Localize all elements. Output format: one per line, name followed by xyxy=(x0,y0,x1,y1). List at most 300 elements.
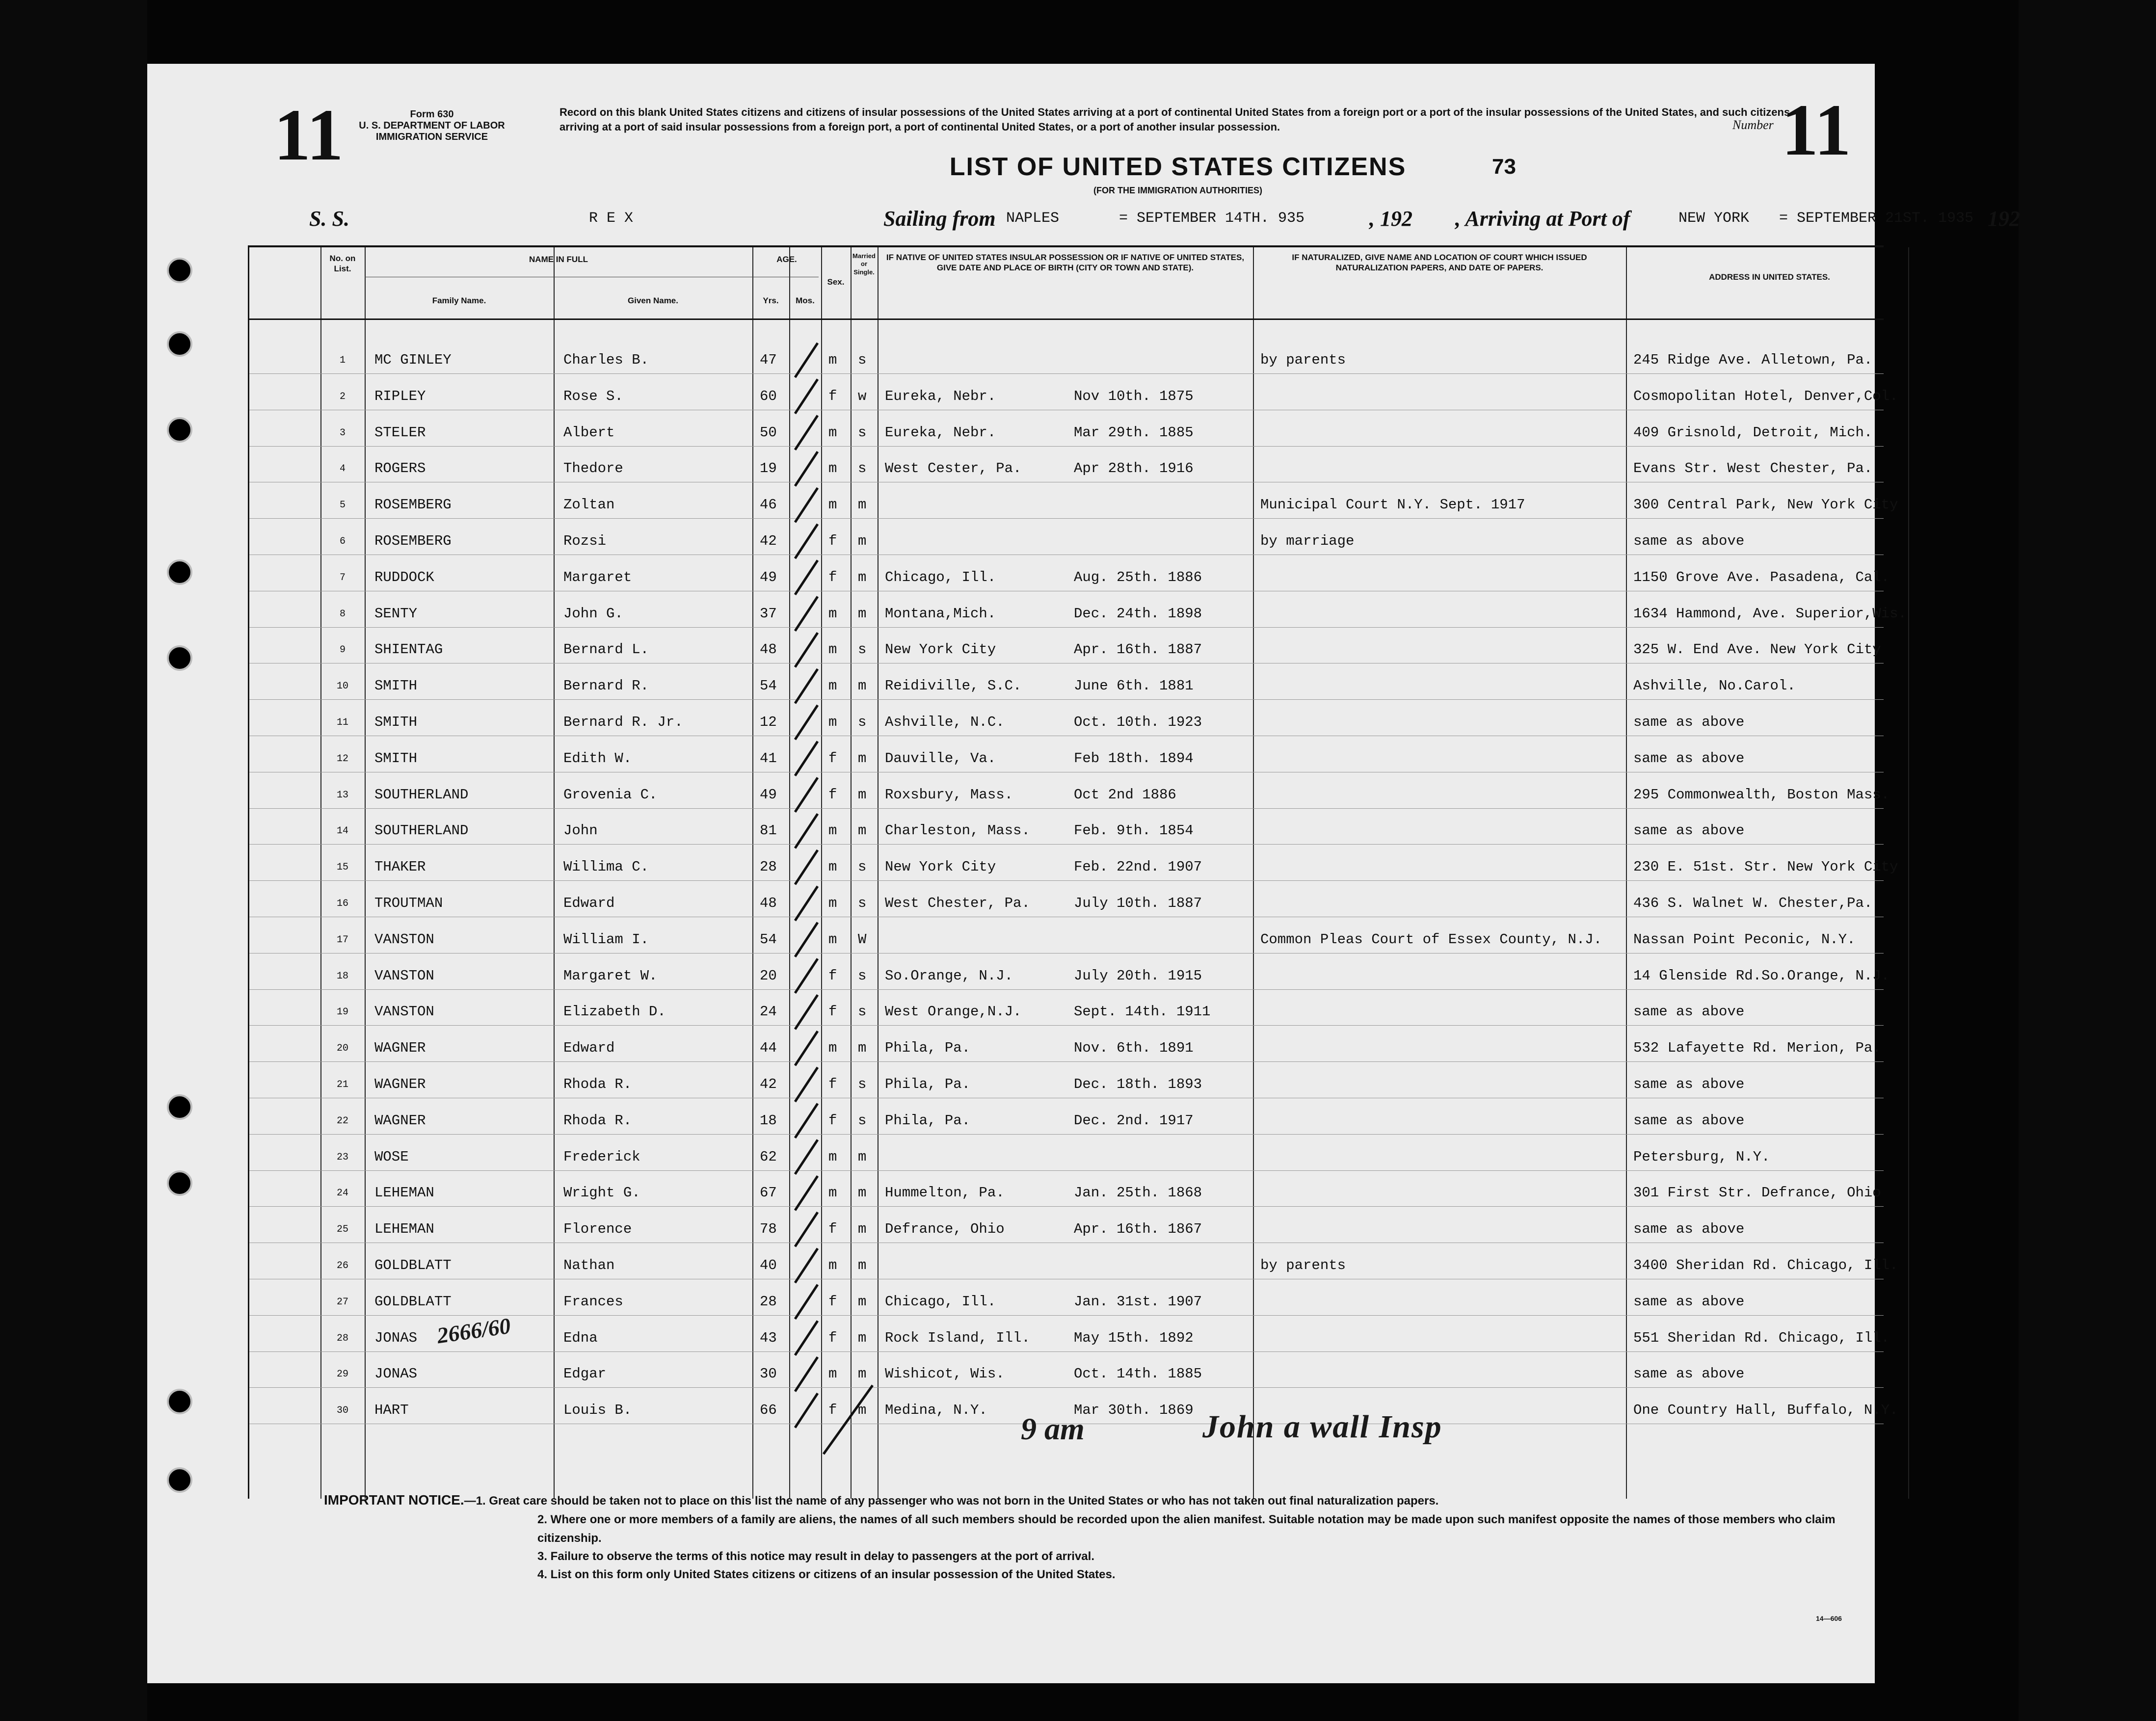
birth-place: Ashville, N.C. xyxy=(885,714,1005,730)
row-number: 13 xyxy=(336,789,348,801)
age-years: 43 xyxy=(760,1329,777,1346)
family-name: MC GINLEY xyxy=(374,352,452,368)
col-birth: IF NATIVE OF UNITED STATES INSULAR POSSESSION OR IF NATIVE OF UNITED STATES, GIVE DATE AND PLACE OF BIRTH (CITY OR TOWN AND STATE). xyxy=(886,253,1245,273)
birth-date: Aug. 25th. 1886 xyxy=(1074,569,1202,585)
col-name: NAME IN FULL xyxy=(529,255,588,264)
sex: m xyxy=(828,931,837,948)
age-years: 54 xyxy=(760,678,777,694)
notice-item-3: 3. Failure to observe the terms of this notice may result in delay to passengers at the port of arrival. xyxy=(537,1549,1094,1563)
birth-place: Medina, N.Y. xyxy=(885,1402,987,1419)
tick-mark xyxy=(795,1285,818,1319)
sex: f xyxy=(828,750,837,767)
marital-status: s xyxy=(858,967,867,984)
birth-date: Feb. 9th. 1854 xyxy=(1074,822,1194,839)
sex: f xyxy=(828,1293,837,1310)
given-name: Grovenia C. xyxy=(563,786,658,803)
age-years: 78 xyxy=(760,1221,777,1238)
birth-place: Roxsbury, Mass. xyxy=(885,786,1013,803)
tick-mark xyxy=(795,1031,818,1065)
family-name: ROGERS xyxy=(374,460,426,477)
row-number: 7 xyxy=(339,572,346,583)
given-name: John G. xyxy=(563,605,623,622)
family-name: WAGNER xyxy=(374,1112,426,1129)
row-number: 21 xyxy=(336,1079,348,1090)
binder-hole xyxy=(167,331,192,357)
sex: m xyxy=(828,1257,837,1273)
binder-hole xyxy=(167,645,192,671)
family-name: WAGNER xyxy=(374,1076,426,1092)
birth-date: Dec. 24th. 1898 xyxy=(1074,605,1202,622)
birth-date: Mar 29th. 1885 xyxy=(1074,424,1194,441)
binder-hole xyxy=(167,258,192,283)
family-name: LEHEMAN xyxy=(374,1221,434,1238)
family-name: TROUTMAN xyxy=(374,895,443,911)
sex: m xyxy=(828,497,837,513)
us-address: same as above xyxy=(1633,1221,1745,1238)
given-name: Edna xyxy=(563,1329,598,1346)
sailing-label: Sailing from xyxy=(883,207,996,231)
col-naturalized: IF NATURALIZED, GIVE NAME AND LOCATION OF COURT WHICH ISSUED NATURALIZATION PAPERS, AND DATE OF PAPERS. xyxy=(1292,253,1587,273)
marital-status: m xyxy=(858,1148,867,1165)
birth-date: Nov. 6th. 1891 xyxy=(1074,1040,1194,1057)
tick-mark xyxy=(795,1212,818,1246)
marital-status: m xyxy=(858,1185,867,1201)
form-corner-number: 11 xyxy=(274,94,344,176)
birth-place: Chicago, Ill. xyxy=(885,1293,996,1310)
marital-status: s xyxy=(858,352,867,368)
family-name: WAGNER xyxy=(374,1040,426,1057)
family-name: RIPLEY xyxy=(374,388,426,404)
tick-mark xyxy=(795,1393,818,1428)
tick-mark xyxy=(795,1140,818,1174)
family-name: HART xyxy=(374,1402,409,1419)
us-address: Petersburg, N.Y. xyxy=(1633,1148,1770,1165)
sex: m xyxy=(828,424,837,441)
given-name: Bernard R. xyxy=(563,678,649,694)
birth-place: Montana,Mich. xyxy=(885,605,996,622)
age-years: 42 xyxy=(760,533,777,549)
us-address: Evans Str. West Chester, Pa. xyxy=(1633,460,1873,477)
birth-place: Reidiville, S.C. xyxy=(885,678,1022,694)
marital-status: s xyxy=(858,714,867,730)
age-years: 30 xyxy=(760,1366,777,1382)
us-address: 245 Ridge Ave. Alletown, Pa. xyxy=(1633,352,1873,368)
tick-mark xyxy=(795,923,818,957)
birth-place: New York City xyxy=(885,859,996,875)
birth-place: Eureka, Nebr. xyxy=(885,424,996,441)
us-address: 1634 Hammond, Ave. Superior,Wis. xyxy=(1633,605,1907,622)
row-number: 2 xyxy=(339,391,346,402)
sex: f xyxy=(828,388,837,404)
row-number: 11 xyxy=(336,717,348,728)
row-number: 30 xyxy=(336,1405,348,1417)
us-address: same as above xyxy=(1633,750,1745,767)
sex: f xyxy=(828,1221,837,1238)
row-number: 6 xyxy=(339,536,346,547)
sex: m xyxy=(828,352,837,368)
tick-mark xyxy=(795,1067,818,1102)
birth-place: Phila, Pa. xyxy=(885,1040,971,1057)
marital-status: s xyxy=(858,641,867,658)
row-number: 1 xyxy=(339,355,346,366)
row-number: 19 xyxy=(336,1006,348,1018)
given-name: Nathan xyxy=(563,1257,615,1273)
us-address: same as above xyxy=(1633,1366,1745,1382)
naturalization-court: by parents xyxy=(1260,352,1346,368)
age-years: 49 xyxy=(760,786,777,803)
birth-date: Jan. 25th. 1868 xyxy=(1074,1185,1202,1201)
age-years: 47 xyxy=(760,352,777,368)
scan-left-edge xyxy=(0,0,147,1721)
birth-date: Oct. 10th. 1923 xyxy=(1074,714,1202,730)
given-name: Rhoda R. xyxy=(563,1112,632,1129)
age-tick-marks xyxy=(249,247,1884,1499)
row-number: 27 xyxy=(336,1296,348,1308)
marital-status: m xyxy=(858,822,867,839)
given-name: Albert xyxy=(563,424,615,441)
age-years: 37 xyxy=(760,605,777,622)
age-years: 28 xyxy=(760,1293,777,1310)
col-mos: Mos. xyxy=(796,296,815,305)
us-address: Nassan Point Peconic, N.Y. xyxy=(1633,931,1856,948)
binder-hole xyxy=(167,417,192,443)
tick-mark xyxy=(795,778,818,812)
us-address: 295 Commonwealth, Boston Mass. xyxy=(1633,786,1890,803)
passenger-table xyxy=(248,245,1907,1499)
birth-date: Feb. 22nd. 1907 xyxy=(1074,859,1202,875)
marital-status: m xyxy=(858,1329,867,1346)
age-years: 20 xyxy=(760,967,777,984)
age-years: 81 xyxy=(760,822,777,839)
form-id-block xyxy=(358,109,506,143)
family-name: VANSTON xyxy=(374,967,434,984)
age-years: 40 xyxy=(760,1257,777,1273)
row-number: 3 xyxy=(339,427,346,439)
birth-place: West Cester, Pa. xyxy=(885,460,1022,477)
tick-mark xyxy=(795,669,818,703)
family-name: VANSTON xyxy=(374,931,434,948)
form-number: Form 630 xyxy=(410,109,454,120)
marital-status: m xyxy=(858,1221,867,1238)
col-no: No. on List. xyxy=(329,254,356,274)
row-number: 23 xyxy=(336,1151,348,1163)
birth-date: May 15th. 1892 xyxy=(1074,1329,1194,1346)
birth-date: Apr. 16th. 1867 xyxy=(1074,1221,1202,1238)
given-name: Zoltan xyxy=(563,497,615,513)
closing-tick-mark xyxy=(824,1385,873,1454)
sex: f xyxy=(828,1329,837,1346)
sex: f xyxy=(828,786,837,803)
tick-mark xyxy=(795,995,818,1029)
row-number: 26 xyxy=(336,1260,348,1271)
birth-date: Sept. 14th. 1911 xyxy=(1074,1004,1211,1020)
tick-mark xyxy=(795,1176,818,1210)
sex: m xyxy=(828,1040,837,1057)
birth-date: June 6th. 1881 xyxy=(1074,678,1194,694)
marital-status: m xyxy=(858,786,867,803)
given-name: Bernard L. xyxy=(563,641,649,658)
age-years: 24 xyxy=(760,1004,777,1020)
us-address: 532 Lafayette Rd. Merion, Pa. xyxy=(1633,1040,1881,1057)
birth-date: Jan. 31st. 1907 xyxy=(1074,1293,1202,1310)
given-name: Wright G. xyxy=(563,1185,640,1201)
row-number: 15 xyxy=(336,862,348,874)
year-suffix: 192 xyxy=(1988,207,2020,231)
binder-hole xyxy=(167,559,192,585)
birth-place: Chicago, Ill. xyxy=(885,569,996,585)
family-name: GOLDBLATT xyxy=(374,1293,452,1310)
age-years: 50 xyxy=(760,424,777,441)
us-address: 551 Sheridan Rd. Chicago, Ill. xyxy=(1633,1329,1890,1346)
us-address: same as above xyxy=(1633,1293,1745,1310)
row-number: 14 xyxy=(336,825,348,837)
family-name: LEHEMAN xyxy=(374,1185,434,1201)
us-address: 300 Central Park, New York City xyxy=(1633,497,1898,513)
tick-mark xyxy=(795,379,818,414)
given-name: Rose S. xyxy=(563,388,623,404)
arrival-date: = SEPTEMBER 21ST. 1935 xyxy=(1779,210,1974,227)
sex: f xyxy=(828,533,837,549)
age-years: 18 xyxy=(760,1112,777,1129)
binder-hole xyxy=(167,1170,192,1196)
marital-status: s xyxy=(858,1112,867,1129)
col-address: ADDRESS IN UNITED STATES. xyxy=(1709,272,1830,282)
age-years: 19 xyxy=(760,460,777,477)
age-years: 67 xyxy=(760,1185,777,1201)
tick-mark xyxy=(795,524,818,558)
birth-date: July 10th. 1887 xyxy=(1074,895,1202,911)
sex: m xyxy=(828,859,837,875)
family-name: WOSE xyxy=(374,1148,409,1165)
sex: m xyxy=(828,678,837,694)
marital-status: m xyxy=(858,497,867,513)
marital-status: m xyxy=(858,1402,867,1419)
tick-mark xyxy=(795,886,818,921)
family-name: ROSEMBERG xyxy=(374,533,452,549)
given-name: Thedore xyxy=(563,460,623,477)
sex: f xyxy=(828,1076,837,1092)
marital-status: m xyxy=(858,1293,867,1310)
col-sex: Sex. xyxy=(827,277,845,287)
row-number: 16 xyxy=(336,898,348,909)
row-number: 18 xyxy=(336,970,348,982)
birth-place: Phila, Pa. xyxy=(885,1076,971,1092)
tick-mark xyxy=(795,1248,818,1283)
us-address: same as above xyxy=(1633,1004,1745,1020)
family-name: STELER xyxy=(374,424,426,441)
given-name: Edgar xyxy=(563,1366,607,1382)
us-address: 301 First Str. Defrance, Ohio xyxy=(1633,1185,1881,1201)
age-years: 46 xyxy=(760,497,777,513)
age-years: 48 xyxy=(760,641,777,658)
tick-mark xyxy=(795,705,818,740)
birth-place: Charleston, Mass. xyxy=(885,822,1030,839)
tick-mark xyxy=(795,1321,818,1355)
tick-mark xyxy=(795,1357,818,1391)
sex: m xyxy=(828,1148,837,1165)
birth-date: July 20th. 1915 xyxy=(1074,967,1202,984)
us-address: 325 W. End Ave. New York City xyxy=(1633,641,1881,658)
age-years: 44 xyxy=(760,1040,777,1057)
marital-status: s xyxy=(858,424,867,441)
us-address: 436 S. Walnet W. Chester,Pa. xyxy=(1633,895,1873,911)
binder-hole xyxy=(167,1467,192,1493)
row-number: 4 xyxy=(339,463,346,475)
tick-mark xyxy=(795,488,818,522)
birth-place: Phila, Pa. xyxy=(885,1112,971,1129)
tick-mark xyxy=(795,959,818,993)
age-years: 54 xyxy=(760,931,777,948)
age-years: 62 xyxy=(760,1148,777,1165)
given-name: Willima C. xyxy=(563,859,649,875)
birth-date: Dec. 18th. 1893 xyxy=(1074,1076,1202,1092)
family-name: SMITH xyxy=(374,678,418,694)
handwritten-file-number: 2666/60 xyxy=(435,1313,512,1349)
birth-place: New York City xyxy=(885,641,996,658)
sex: f xyxy=(828,569,837,585)
family-name: RUDDOCK xyxy=(374,569,434,585)
row-number: 8 xyxy=(339,608,346,620)
row-number: 17 xyxy=(336,934,348,946)
us-address: Ashville, No.Carol. xyxy=(1633,678,1796,694)
family-name: JONAS xyxy=(374,1329,418,1346)
ss-label: S. S. xyxy=(309,207,349,231)
us-address: Cosmopolitan Hotel, Denver,Col. xyxy=(1633,388,1898,404)
marital-status: m xyxy=(858,569,867,585)
col-married: Married or Single. xyxy=(852,252,876,276)
us-address: 230 E. 51st. Str. New York City xyxy=(1633,859,1898,875)
naturalization-court: by marriage xyxy=(1260,533,1355,549)
marital-status: s xyxy=(858,1076,867,1092)
family-name: SOUTHERLAND xyxy=(374,822,469,839)
us-address: 3400 Sheridan Rd. Chicago, Ill. xyxy=(1633,1257,1898,1273)
birth-place: Wishicot, Wis. xyxy=(885,1366,1005,1382)
tick-mark xyxy=(795,416,818,450)
row-number: 10 xyxy=(336,681,348,692)
tick-mark xyxy=(795,451,818,486)
row-number: 9 xyxy=(339,644,346,656)
family-name: ROSEMBERG xyxy=(374,497,452,513)
given-name: Frances xyxy=(563,1293,623,1310)
sex: f xyxy=(828,967,837,984)
col-age: AGE. xyxy=(776,255,797,264)
given-name: Elizabeth D. xyxy=(563,1004,666,1020)
marital-status: m xyxy=(858,1366,867,1382)
us-address: same as above xyxy=(1633,1112,1745,1129)
given-name: John xyxy=(563,822,598,839)
row-number: 20 xyxy=(336,1043,348,1055)
tick-mark xyxy=(795,343,818,377)
birth-place: West Orange,N.J. xyxy=(885,1004,1022,1020)
naturalization-court: Common Pleas Court of Essex County, N.J. xyxy=(1260,931,1602,948)
us-address: same as above xyxy=(1633,1076,1745,1092)
sex: m xyxy=(828,895,837,911)
important-notice xyxy=(324,1489,1845,1584)
notice-heading: IMPORTANT NOTICE. xyxy=(324,1492,464,1508)
handwritten-time: 9 am xyxy=(1021,1411,1085,1446)
number-label: Number xyxy=(1732,118,1774,132)
form-instructions: Record on this blank United States citizens and citizens of insular possessions of the United States arriving at a port of continental United States from a foreign port or a port of the insular possessions of the United States, and such citizens arriving at a port of said insular possessions from a foreign port, a port of continental United States, or a port of another insular possession. xyxy=(559,106,1790,133)
age-years: 42 xyxy=(760,1076,777,1092)
given-name: Louis B. xyxy=(563,1402,632,1419)
given-name: Edward xyxy=(563,895,615,911)
birth-date: Dec. 2nd. 1917 xyxy=(1074,1112,1194,1129)
scan-right-edge xyxy=(2019,0,2156,1721)
birth-date: Nov 10th. 1875 xyxy=(1074,388,1194,404)
birth-date: Oct 2nd 1886 xyxy=(1074,786,1176,803)
family-name: SMITH xyxy=(374,750,418,767)
given-name: Rozsi xyxy=(563,533,607,549)
page-title: LIST OF UNITED STATES CITIZENS xyxy=(949,153,1407,181)
arriving-label: , Arriving at Port of xyxy=(1455,207,1630,231)
age-years: 48 xyxy=(760,895,777,911)
given-name: Margaret xyxy=(563,569,632,585)
voyage-line xyxy=(309,206,2020,236)
family-name: JONAS xyxy=(374,1366,418,1382)
marital-status: s xyxy=(858,895,867,911)
family-name: SMITH xyxy=(374,714,418,730)
age-years: 12 xyxy=(760,714,777,730)
tick-mark xyxy=(795,1104,818,1138)
marital-status: m xyxy=(858,678,867,694)
marital-status: W xyxy=(858,931,867,948)
birth-place: Rock Island, Ill. xyxy=(885,1329,1030,1346)
col-given: Given Name. xyxy=(628,296,678,305)
given-name: Florence xyxy=(563,1221,632,1238)
page-stamp: 73 xyxy=(1492,155,1516,179)
tick-mark xyxy=(795,560,818,595)
given-name: William I. xyxy=(563,931,649,948)
sex: m xyxy=(828,605,837,622)
family-name: VANSTON xyxy=(374,1004,434,1020)
row-number: 24 xyxy=(336,1188,348,1199)
family-name: SHIENTAG xyxy=(374,641,443,658)
tick-mark xyxy=(795,597,818,631)
col-family: Family Name. xyxy=(432,296,486,305)
sex: f xyxy=(828,1004,837,1020)
row-number: 29 xyxy=(336,1369,348,1380)
sex: m xyxy=(828,641,837,658)
given-name: Frederick xyxy=(563,1148,640,1165)
marital-status: m xyxy=(858,533,867,549)
birth-date: Feb 18th. 1894 xyxy=(1074,750,1194,767)
col-yrs: Yrs. xyxy=(763,296,779,305)
given-name: Edith W. xyxy=(563,750,632,767)
age-years: 49 xyxy=(760,569,777,585)
tick-mark xyxy=(795,850,818,884)
ship-name: R E X xyxy=(589,210,634,227)
birth-date: Oct. 14th. 1885 xyxy=(1074,1366,1202,1382)
family-name: GOLDBLATT xyxy=(374,1257,452,1273)
birth-place: So.Orange, N.J. xyxy=(885,967,1013,984)
department: U. S. DEPARTMENT OF LABOR xyxy=(359,120,505,131)
given-name: Bernard R. Jr. xyxy=(563,714,683,730)
sex: m xyxy=(828,714,837,730)
given-name: Charles B. xyxy=(563,352,649,368)
us-address: same as above xyxy=(1633,822,1745,839)
birth-place: Dauville, Va. xyxy=(885,750,996,767)
sex: m xyxy=(828,1366,837,1382)
us-address: 14 Glenside Rd.So.Orange, N.J. xyxy=(1633,967,1890,984)
birth-date: Apr. 16th. 1887 xyxy=(1074,641,1202,658)
row-number: 22 xyxy=(336,1115,348,1127)
departure-date: = SEPTEMBER 14TH. 935 xyxy=(1119,210,1305,227)
age-years: 60 xyxy=(760,388,777,404)
family-name: THAKER xyxy=(374,859,426,875)
marital-status: s xyxy=(858,460,867,477)
marital-status: s xyxy=(858,859,867,875)
naturalization-court: Municipal Court N.Y. Sept. 1917 xyxy=(1260,497,1525,513)
